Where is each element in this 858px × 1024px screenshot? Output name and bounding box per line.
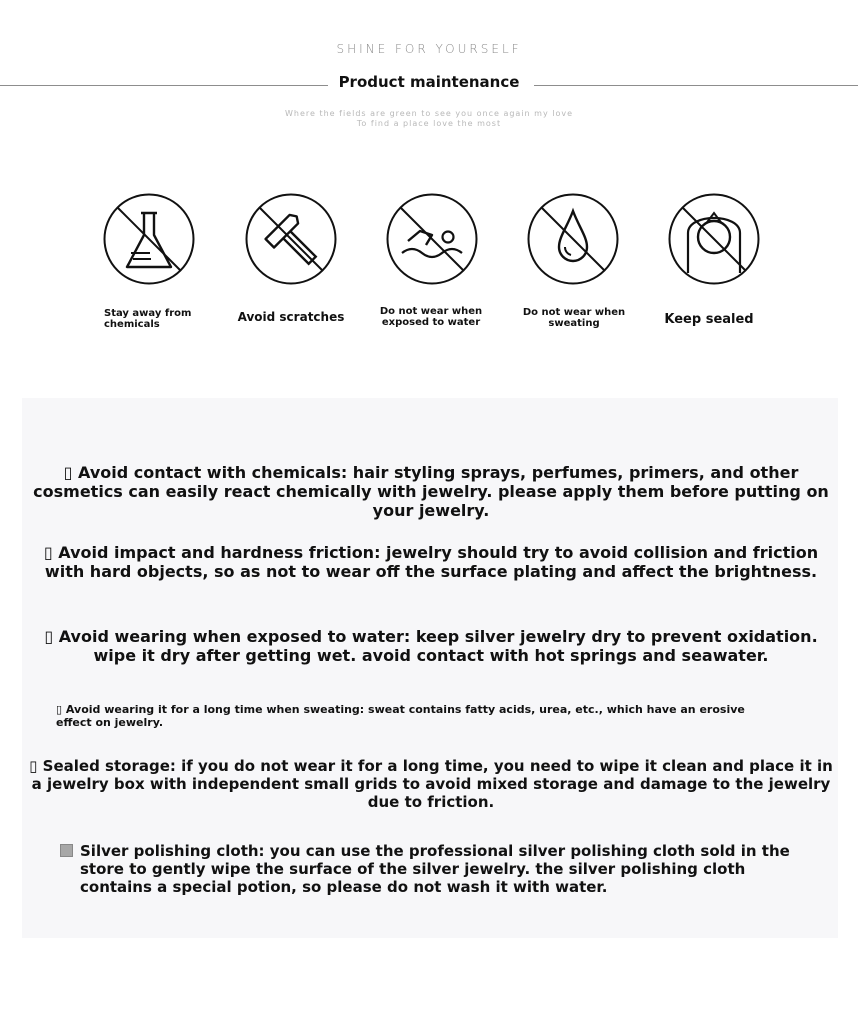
icon-label-scratches: Avoid scratches bbox=[237, 310, 345, 324]
tagline: SHINE FOR YOURSELF bbox=[336, 42, 522, 56]
note-text: Silver polishing cloth: you can use the professional silver polishing cloth sold in the store to gently wipe the surface of the silver jewelry. the silver polishing cloth contains a special potion, so please do not wash it with water. bbox=[80, 842, 790, 896]
note-text: Avoid wearing it for a long time when sweating: sweat contains fatty acids, urea, etc., which have an erosive effect on jewelry. bbox=[56, 703, 745, 729]
hammer-prohibited-icon bbox=[245, 193, 337, 285]
note-text: Sealed storage: if you do not wear it for a long time, you need to wipe it clean and place it in a jewelry box with independent small grids to avoid mixed storage and damage to the jewelry due to friction. bbox=[31, 757, 833, 811]
swimmer-prohibited-icon bbox=[386, 193, 478, 285]
icon-label-water: Do not wear when exposed to water bbox=[379, 306, 483, 328]
icon-label-sealed: Keep sealed bbox=[664, 312, 754, 327]
icon-label-chemicals: Stay away from chemicals bbox=[104, 308, 192, 330]
note-text: Avoid impact and hardness friction: jewelry should try to avoid collision and friction with hard objects, so as not to wear off the surface plating and affect the brightness. bbox=[44, 543, 819, 581]
flask-prohibited-icon bbox=[103, 193, 195, 285]
care-note-polishing bbox=[80, 842, 806, 896]
care-note-impact bbox=[28, 543, 834, 581]
water-drop-prohibited-icon bbox=[527, 193, 619, 285]
icon-label-sweating: Do not wear when sweating bbox=[522, 307, 626, 329]
note-bullet: ▯ bbox=[56, 703, 63, 716]
note-bullet: ▯ bbox=[44, 627, 54, 646]
page-title: Product maintenance bbox=[338, 73, 520, 91]
subtitle bbox=[0, 109, 858, 129]
note-bullet: ▯ bbox=[43, 543, 53, 562]
ring-prohibited-icon bbox=[668, 193, 760, 285]
square-bullet bbox=[60, 844, 73, 857]
subtitle-line-2: To find a place love the most bbox=[356, 119, 502, 128]
note-text: Avoid wearing when exposed to water: keep silver jewelry dry to prevent oxidation. wipe it dry after getting wet. avoid contact with hot springs and seawater. bbox=[58, 627, 818, 665]
note-bullet: ▯ bbox=[63, 463, 73, 482]
note-bullet: ▯ bbox=[29, 757, 38, 775]
care-note-storage bbox=[24, 757, 838, 811]
note-text: Avoid contact with chemicals: hair styling sprays, perfumes, primers, and other cosmetics can easily react chemically with jewelry. please apply them before putting on your jewelry. bbox=[33, 463, 829, 520]
care-note-chemicals bbox=[28, 463, 834, 520]
subtitle-line-1: Where the fields are green to see you once again my love bbox=[284, 109, 573, 118]
care-note-sweating bbox=[56, 703, 776, 729]
care-note-water bbox=[28, 627, 834, 665]
